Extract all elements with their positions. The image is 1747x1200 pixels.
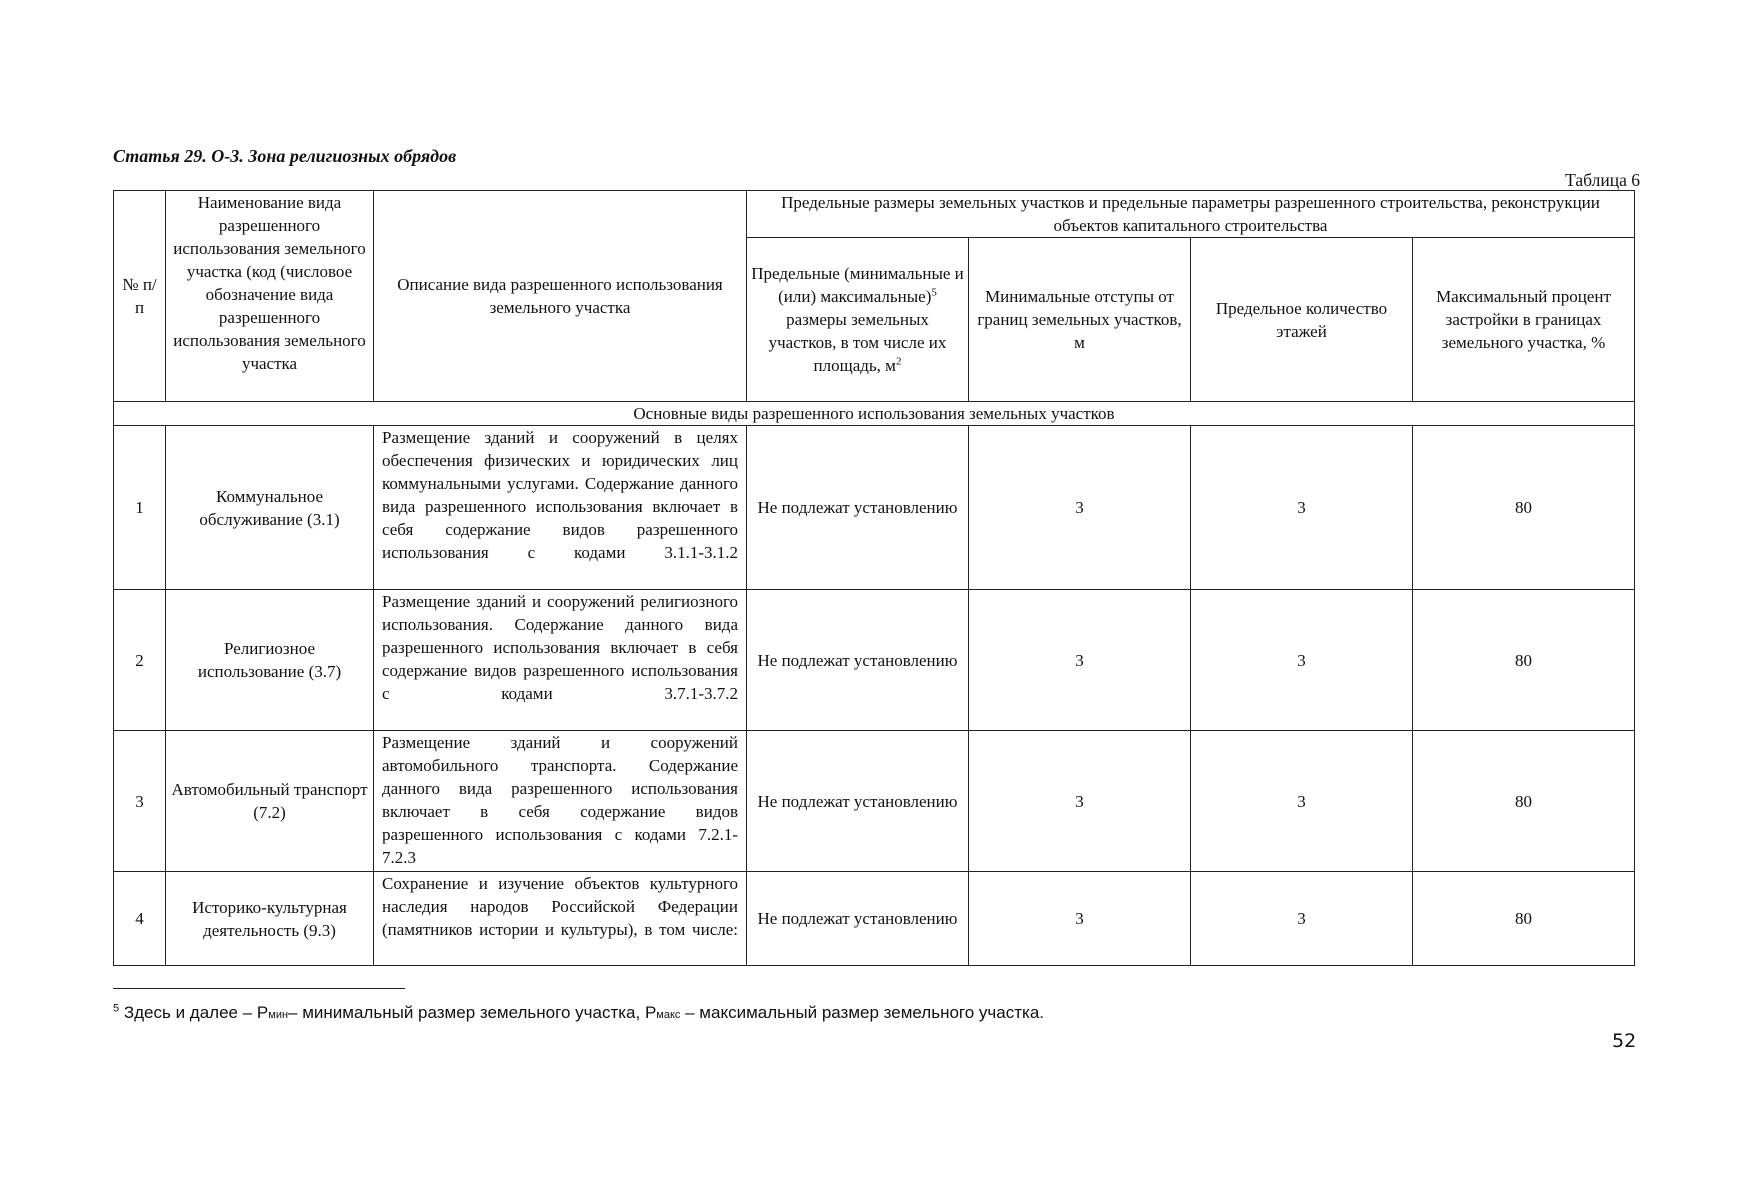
row-floors: 3 xyxy=(1191,872,1413,966)
row-name: Религиозное использование (3.7) xyxy=(166,590,374,731)
header-size-unit: 2 xyxy=(895,355,902,368)
row-num: 3 xyxy=(114,731,166,872)
row-floors: 3 xyxy=(1191,590,1413,731)
row-coverage: 80 xyxy=(1413,426,1635,590)
header-limits-group: Предельные размеры земельных участков и предельные параметры разрешенного строительства, реконструкции объектов капитального строительства xyxy=(747,191,1635,238)
row-description-text: Размещение зданий и сооружений автомобильного транспорта. Содержание данного вида разрешенного использования включает в себя содержание видов разрешенного использования с кодами 7.2.1-7.2.3 xyxy=(382,733,738,867)
row-description-text: Размещение зданий и сооружений в целях обеспечения физических и юридических лиц коммунальными услугами. Содержание данного вида разрешенного использования включает в себя содержание видов разрешенного использования с кодами 3.1.1-3.1.2 xyxy=(382,428,738,562)
row-size: Не подлежат установлению xyxy=(747,590,969,731)
row-description-text: Размещение зданий и сооружений религиозного использования. Содержание данного вида разрешенного использования включает в себя содержание видов разрешенного использования с кодами 3.7.1-3.7.2 xyxy=(382,592,738,703)
row-size: Не подлежат установлению xyxy=(747,872,969,966)
table-row xyxy=(114,426,1635,590)
header-floors: Предельное количество этажей xyxy=(1191,238,1413,402)
row-description xyxy=(374,731,747,872)
row-coverage: 80 xyxy=(1413,731,1635,872)
row-setbacks: 3 xyxy=(969,872,1191,966)
footnote-text-b: – минимальный размер земельного участка, P xyxy=(288,1003,657,1022)
header-size-a: Предельные (минимальные и (или) максимальные) xyxy=(751,264,964,306)
row-floors: 3 xyxy=(1191,426,1413,590)
row-size: Не подлежат установлению xyxy=(747,426,969,590)
row-description-text: Сохранение и изучение объектов культурного наследия народов Российской Федерации (памятников истории и культуры), в том числе: xyxy=(382,874,738,939)
row-floors: 3 xyxy=(1191,731,1413,872)
row-description xyxy=(374,872,747,966)
table-caption: Таблица 6 xyxy=(1565,170,1640,190)
row-description xyxy=(374,590,747,731)
header-description: Описание вида разрешенного использования земельного участка xyxy=(374,191,747,402)
footnote-text-c: – максимальный размер земельного участка. xyxy=(680,1003,1044,1022)
row-name: Автомобильный транспорт (7.2) xyxy=(166,731,374,872)
page-number: 52 xyxy=(1612,1030,1637,1052)
footnote-marker: 5 xyxy=(113,1002,120,1015)
row-setbacks: 3 xyxy=(969,590,1191,731)
header-size-b: размеры земельных участков, в том числе их площадь, м xyxy=(768,310,947,375)
row-name: Коммунальное обслуживание (3.1) xyxy=(166,426,374,590)
table-row xyxy=(114,872,1635,966)
table-row xyxy=(114,590,1635,731)
article-title: Статья 29. О-3. Зона религиозных обрядов xyxy=(113,146,457,166)
row-size: Не подлежат установлению xyxy=(747,731,969,872)
row-num: 4 xyxy=(114,872,166,966)
row-setbacks: 3 xyxy=(969,426,1191,590)
footnote xyxy=(113,1003,1044,1023)
row-description xyxy=(374,426,747,590)
header-num: № п/п xyxy=(114,191,166,402)
header-name: Наименование вида разрешенного использования земельного участка (код (числовое обозначение вида разрешенного использования земельного участка xyxy=(166,191,374,402)
footnote-text-a: Здесь и далее – P xyxy=(123,1003,269,1022)
row-coverage: 80 xyxy=(1413,590,1635,731)
footnote-sub-max: макс xyxy=(656,1009,681,1021)
header-setbacks: Минимальные отступы от границ земельных участков, м xyxy=(969,238,1191,402)
footnote-separator xyxy=(113,988,405,989)
row-num: 2 xyxy=(114,590,166,731)
row-num: 1 xyxy=(114,426,166,590)
section-title: Основные виды разрешенного использования земельных участков xyxy=(114,402,1635,426)
row-setbacks: 3 xyxy=(969,731,1191,872)
row-name: Историко-культурная деятельность (9.3) xyxy=(166,872,374,966)
header-size-footnote-ref: 5 xyxy=(931,286,937,299)
table-row xyxy=(114,731,1635,872)
header-size xyxy=(747,238,969,402)
row-coverage: 80 xyxy=(1413,872,1635,966)
land-use-table xyxy=(113,190,1635,966)
footnote-sub-min: мин xyxy=(268,1009,289,1021)
header-coverage: Максимальный процент застройки в границах земельного участка, % xyxy=(1413,238,1635,402)
